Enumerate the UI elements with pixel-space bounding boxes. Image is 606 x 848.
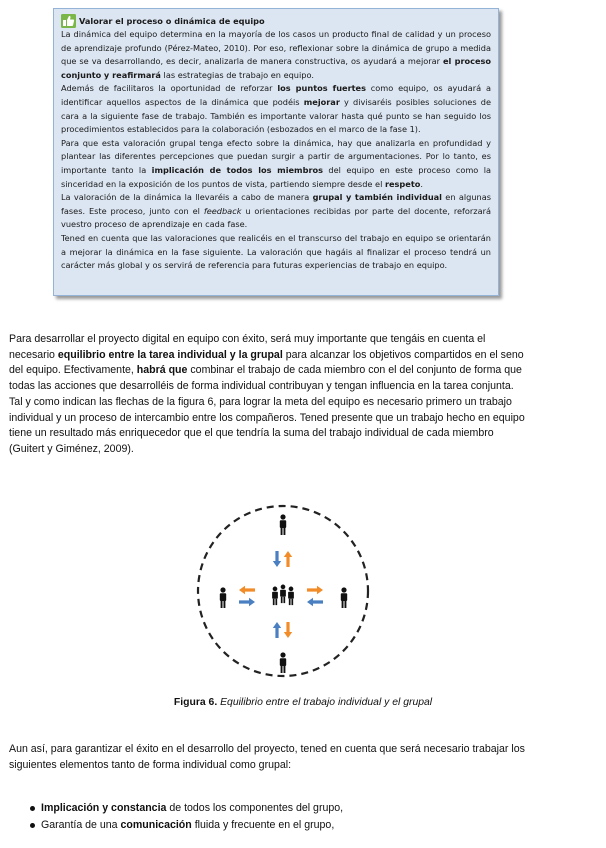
arrow-right-icon [307,586,323,594]
thumbs-up-icon [61,14,76,28]
arrow-up-icon [284,551,292,567]
list-item [30,800,343,817]
figure-caption [0,697,606,708]
person-top-icon [280,514,286,535]
text-run: Tened en cuenta que las valoraciones que realicéis en el transcurso del trabajo en equipo se orientarán a mejorar la dinámica en la fase siguiente. La valoración que hagáis al finalizar el proceso tendrá un carácter más global y os servirá de referencia para futuras experiencias de trabajo en equipo. [61,232,491,271]
text-run: el proceso conjunto [61,56,492,80]
text-run: Para que esta valoración grupal tenga efecto sobre la dinámica, hay que analizarla en profundidad y plantear las diferentes percepciones que puedan surgir a partir de argumentaciones. Por lo tanto, es importante tanto la [61,137,491,175]
text-run: en algunas fases. Este proceso, junto con el [61,192,491,216]
text-run: de todos los componentes del grupo, [166,802,344,814]
text-run: feedback [203,205,242,216]
text-run: las estrategias de trabajo en equipo. [160,69,314,80]
text-run: respeto [384,178,421,189]
text-run: como equipo, os ayudará a identificar aquellos aspectos de la dinámica que podéis [61,83,491,107]
team-balance-diagram [196,504,370,678]
callout-paragraph [61,82,491,136]
list-item [30,817,343,834]
person-left-icon [220,587,226,608]
text-run: implicación de todos los miembros [151,164,323,175]
arrow-down-icon [273,551,281,567]
body-paragraph [9,332,529,458]
text-run: Para desarrollar el proyecto digital en equipo con éxito, será muy importante que tengáis en cuenta el necesario [9,333,486,361]
text-run: combinar el trabajo de cada miembro con el del conjunto de forma que todas las acciones que desarrolléis de forma individual contribuyan y tengan influencia en la tarea conjunta. Tal y como indican las flechas de la figura 6, para lograr la meta del equipo es necesario primero un trabajo individual y un proceso de intercambio entre los compañeros. Tened presente que un trabajo hecho en equipo tiene un resultado más enriquecedor que el que tendría la suma del trabajo individual de cada miembro (Guitert y Giménez, 2009). [9,364,525,455]
text-run: habrá que [136,364,188,377]
callout-paragraph [61,28,491,82]
text-run: y divisaréis posibles soluciones de cara a la siguiente fase de trabajo. También es importante valorar hasta qué punto se han seguido los procedimientos establecidos para la colaboración (esbozados en el marco de la fase 1). [61,96,491,135]
figure-label: Figura 6. [173,697,218,708]
callout-paragraph [61,137,491,191]
text-run: comunicación [120,819,192,831]
text-run: para alcanzar los objetivos compartidos en el seno del equipo. Efectivamente, [9,348,524,377]
arrow-up-icon [273,622,281,638]
callout-box [53,8,499,296]
body-paragraph-2: Aun así, para garantizar el éxito en el desarrollo del proyecto, tened en cuenta que será necesario trabajar los siguientes elementos tanto de forma individual como grupal: [9,743,525,771]
figure-caption-text: Equilibrio entre el trabajo individual y el grupal [220,697,433,708]
text-run: Implicación y constancia [41,802,167,814]
group-person-icon [272,587,278,606]
person-right-icon [341,587,347,608]
callout-title [61,14,491,28]
arrow-down-icon [284,622,292,638]
text-run: y reafirmará [103,69,161,80]
callout-title-text: Valorar el proceso o dinámica de equipo [79,16,265,26]
bullet-list [30,800,343,834]
text-run: La dinámica del equipo determina en la mayoría de los casos un producto final de calidad y un proceso de aprendizaje profundo (Pérez-Mateo, 2010). Por eso, reflexionar sobre la dinámica de grupo a medida que se va desarrollando, es decir, analizarla de manera constructiva, os ayudará a mejorar [61,29,491,67]
text-run: grupal y también individual [312,192,442,203]
text-run: fluida y frecuente en el grupo, [191,819,335,831]
text-run: equilibrio entre la tarea individual y la grupal [57,348,283,361]
person-bottom-icon [280,652,286,673]
text-run: mejorar [303,96,340,107]
arrow-right-icon [239,598,255,606]
callout-paragraph [61,232,491,273]
group-person-icon [288,587,294,606]
text-run: Garantía de una [41,819,121,831]
callout-paragraph [61,191,491,232]
text-run: del equipo en este proceso como la sinceridad en la exposición de los puntos de vista, partiendo siempre desde el [61,164,492,189]
text-run: u orientaciones recibidas por parte del docente, reforzará vuestro proceso de aprendizaje en cada fase. [61,205,491,230]
group-person-icon [280,585,286,604]
text-run: Además de facilitaros la oportunidad de reforzar [61,83,278,94]
text-run: los puntos fuertes [277,83,366,94]
arrow-left-icon [307,598,323,606]
arrow-left-icon [239,586,255,594]
text-run: . [420,178,423,189]
text-run: La valoración de la dinámica la llevaréis a cabo de manera [61,192,313,203]
